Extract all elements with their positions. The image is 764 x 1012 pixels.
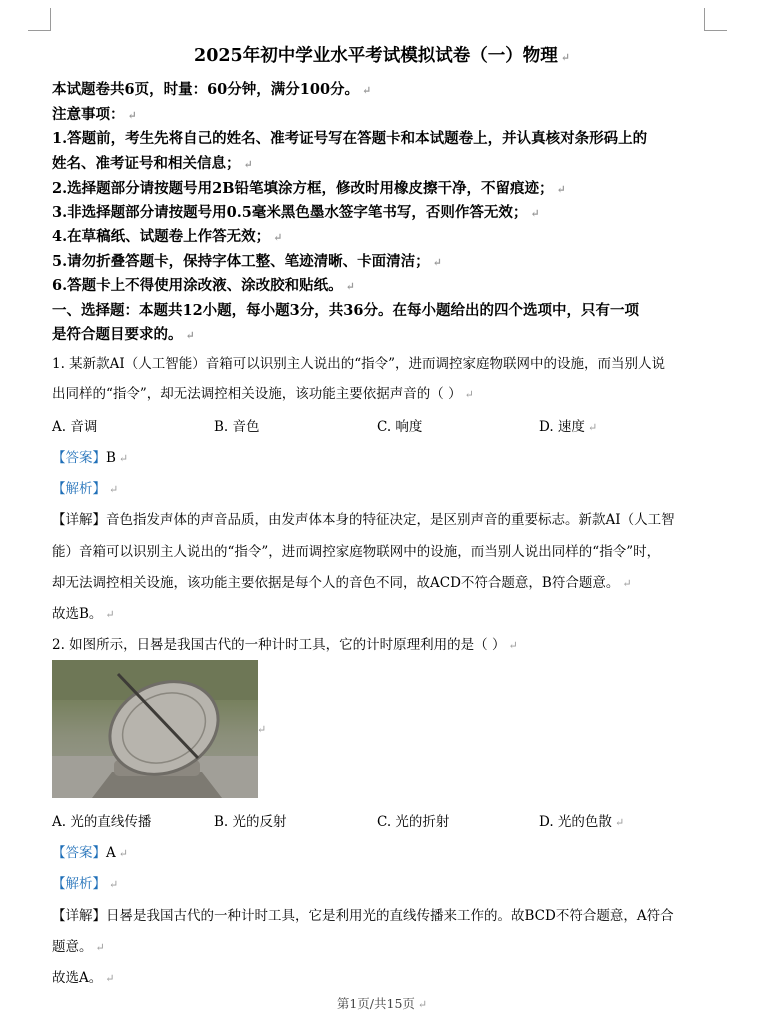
q2-detail-cont: 题意。 ↵ (52, 939, 105, 955)
q2-answer: 【答案】A ↵ (52, 845, 128, 861)
page-footer: 第1页/共15页 ↵ (336, 996, 428, 1011)
section-heading-cont: 是符合题目要求的。 ↵ (52, 326, 195, 343)
sundial-photo (52, 660, 258, 798)
notice-item-3: 3.非选择题部分请按题号用0.5毫米黑色墨水签字笔书写，否则作答无效； ↵ (52, 204, 540, 221)
section-heading: 一、选择题：本题共12小题，每小题3分，共36分。在每小题给出的四个选项中，只有一项 (52, 302, 639, 319)
q2-option-d: D. 光的色散 ↵ (539, 814, 625, 830)
notice-item-4: 4.在草稿纸、试题卷上作答无效； ↵ (52, 228, 283, 245)
q2-option-a: A. 光的直线传播 (52, 814, 152, 830)
q2-analysis: 【解析】 ↵ (52, 876, 119, 892)
q1-answer: 【答案】B ↵ (52, 450, 129, 466)
sundial-illustration (52, 660, 258, 798)
notice-item-1: 1.答题前，考生先将自己的姓名、准考证号写在答题卡和本试题卷上，并认真核对条形码上的 (52, 130, 648, 147)
q1-detail: 【详解】音色指发声体的声音品质，由发声体本身的特征决定，是区别声音的重要标志。新款AI（人工智 (52, 512, 675, 528)
q2-conclusion: 故选A。 ↵ (52, 970, 115, 986)
q2-detail: 【详解】日晷是我国古代的一种计时工具，它是利用光的直线传播来工作的。故BCD不符合题意，A符合 (52, 908, 674, 924)
q1-option-b: B. 音色 (214, 419, 260, 435)
notice-item-5: 5.请勿折叠答题卡，保持字体工整、笔迹清晰、卡面清洁； ↵ (52, 253, 442, 270)
q1-stem-cont: 出同样的“指令”，却无法调控相关设施，该功能主要依据声音的（ ） ↵ (52, 386, 474, 402)
q1-detail-end: 却无法调控相关设施，该功能主要依据是每个人的音色不同，故ACD不符合题意，B符合题意。 ↵ (52, 575, 632, 591)
corner-mark-left (28, 8, 51, 31)
notice-item-1-cont: 姓名、准考证号和相关信息； ↵ (52, 155, 253, 172)
q1-conclusion: 故选B。 ↵ (52, 606, 115, 622)
image-paragraph-mark: ↵ (257, 723, 267, 736)
notice-item-6: 6.答题卡上不得使用涂改液、涂改胶和贴纸。 ↵ (52, 277, 355, 294)
q1-analysis: 【解析】 ↵ (52, 481, 119, 497)
exam-info: 本试题卷共6页，时量：60分钟，满分100分。 ↵ (52, 81, 372, 98)
page-title: 2025年初中学业水平考试模拟试卷（一）物理 ↵ (194, 46, 570, 66)
notice-item-2: 2.选择题部分请按题号用2B铅笔填涂方框，修改时用橡皮擦干净，不留痕迹； ↵ (52, 180, 566, 197)
notice-heading: 注意事项： ↵ (52, 106, 137, 123)
q1-stem: 1. 某新款AI（人工智能）音箱可以识别主人说出的“指令”，进而调控家庭物联网中的设施，而当别人说 (52, 356, 666, 372)
q1-detail-cont: 能）音箱可以识别主人说出的“指令”，进而调控家庭物联网中的设施，而当别人说出同样的“指令”时， (52, 544, 661, 560)
corner-mark-right (704, 8, 727, 31)
q2-option-c: C. 光的折射 (377, 814, 450, 830)
q1-option-a: A. 音调 (52, 419, 98, 435)
q1-option-d: D. 速度 ↵ (539, 419, 598, 435)
q2-stem: 2. 如图所示，日晷是我国古代的一种计时工具，它的计时原理利用的是（ ） ↵ (52, 637, 518, 653)
q1-option-c: C. 响度 (377, 419, 423, 435)
q2-option-b: B. 光的反射 (214, 814, 287, 830)
